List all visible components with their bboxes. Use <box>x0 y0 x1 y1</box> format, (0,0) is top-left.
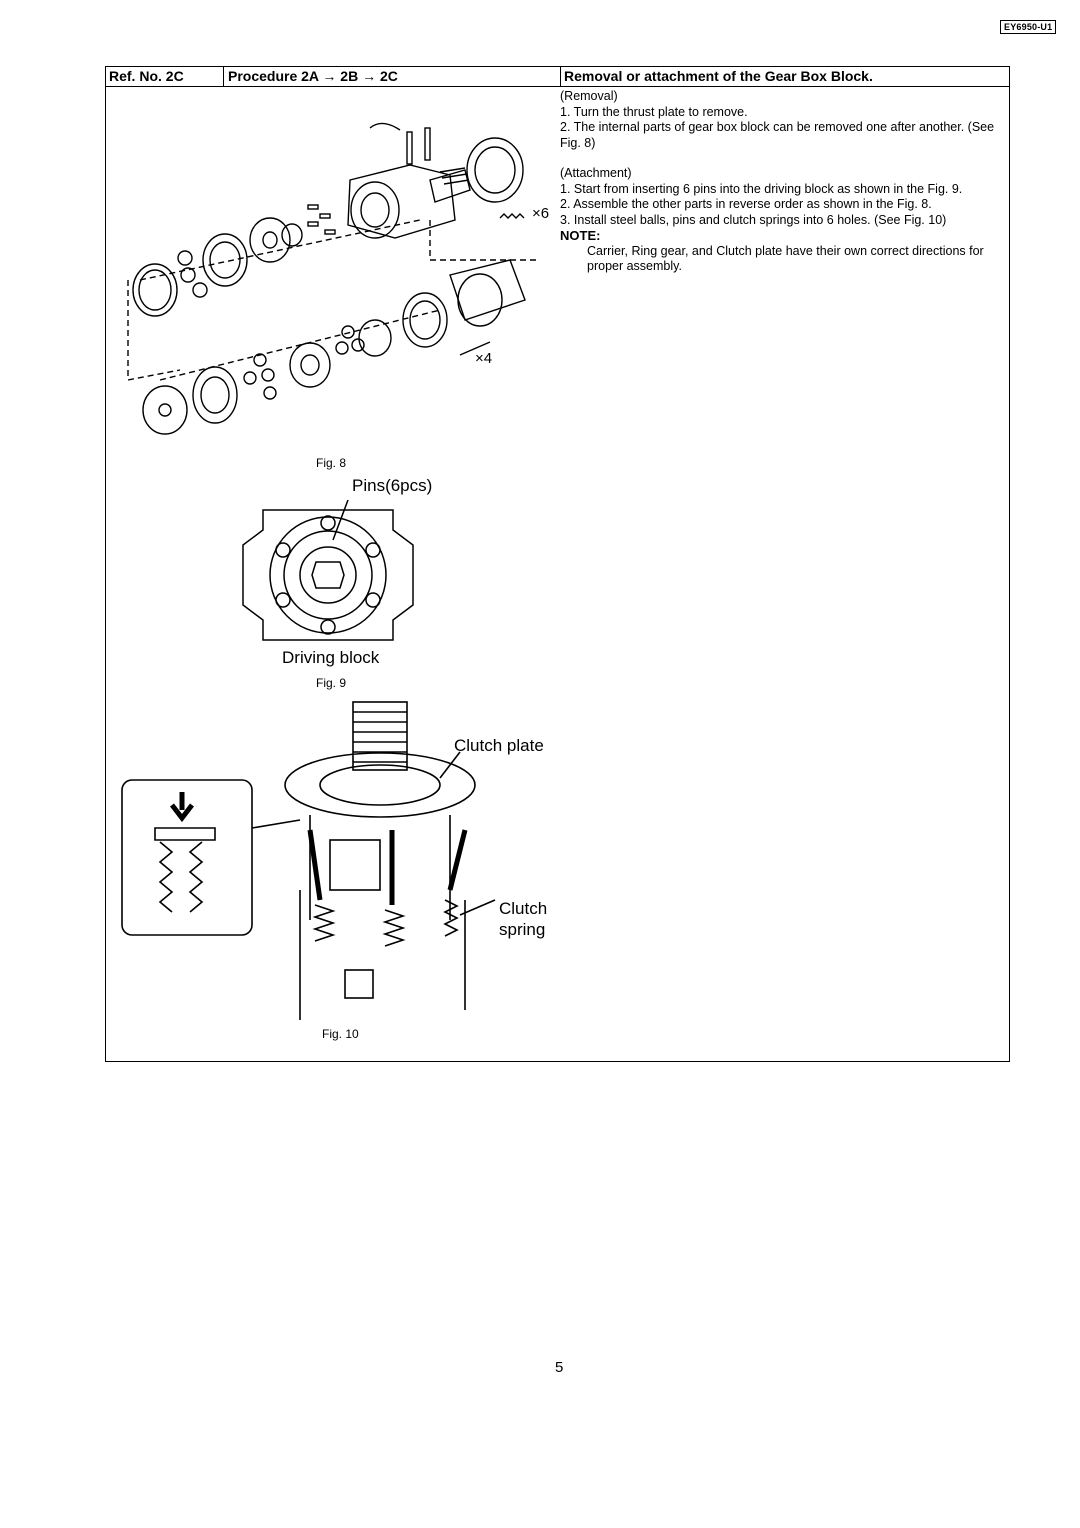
document-code: EY6950-U1 <box>1000 20 1056 34</box>
pins-label: Pins(6pcs) <box>352 476 433 495</box>
removal-step-2: 2. The internal parts of gear box block can be removed one after another. (See Fig. 8) <box>560 120 995 150</box>
instruction-text <box>560 89 1010 275</box>
note-text: Carrier, Ring gear, and Clutch plate have their own correct directions for proper assembly. <box>587 243 984 273</box>
section-title: Removal or attachment of the Gear Box Block. <box>561 67 1010 87</box>
driving-block-label: Driving block <box>282 648 380 667</box>
procedure-sequence: Procedure 2A → 2B → 2C <box>224 67 561 87</box>
qty-label-four: ×4 <box>475 350 493 367</box>
fig9-caption: Fig. 9 <box>316 676 347 690</box>
attachment-step-1: 1. Start from inserting 6 pins into the driving block as shown in the Fig. 9. <box>560 181 963 196</box>
attachment-step-2: 2. Assemble the other parts in reverse order as shown in the Fig. 8. <box>560 197 932 211</box>
ref-number: Ref. No. 2C <box>106 67 224 87</box>
driving-block-drawing <box>238 500 418 650</box>
clutch-spring-label-1: Clutch <box>499 899 548 918</box>
qty-label-six: ×6 <box>532 205 550 222</box>
clutch-assembly-drawing <box>120 700 480 1020</box>
page-number: 5 <box>555 1359 564 1376</box>
gearbox-exploded-drawing <box>120 110 560 450</box>
attachment-step-3: 3. Install steel balls, pins and clutch springs into 6 holes. (See Fig. 10) <box>560 212 947 227</box>
clutch-spring-label-2: spring <box>499 920 546 939</box>
note-heading: NOTE: <box>560 228 601 243</box>
fig10-caption: Fig. 10 <box>322 1027 359 1041</box>
removal-step-1: 1. Turn the thrust plate to remove. <box>560 104 748 119</box>
removal-heading: (Removal) <box>560 89 618 103</box>
attachment-heading: (Attachment) <box>560 166 632 180</box>
clutch-plate-label: Clutch plate <box>454 736 544 755</box>
fig8-caption: Fig. 8 <box>316 456 347 470</box>
